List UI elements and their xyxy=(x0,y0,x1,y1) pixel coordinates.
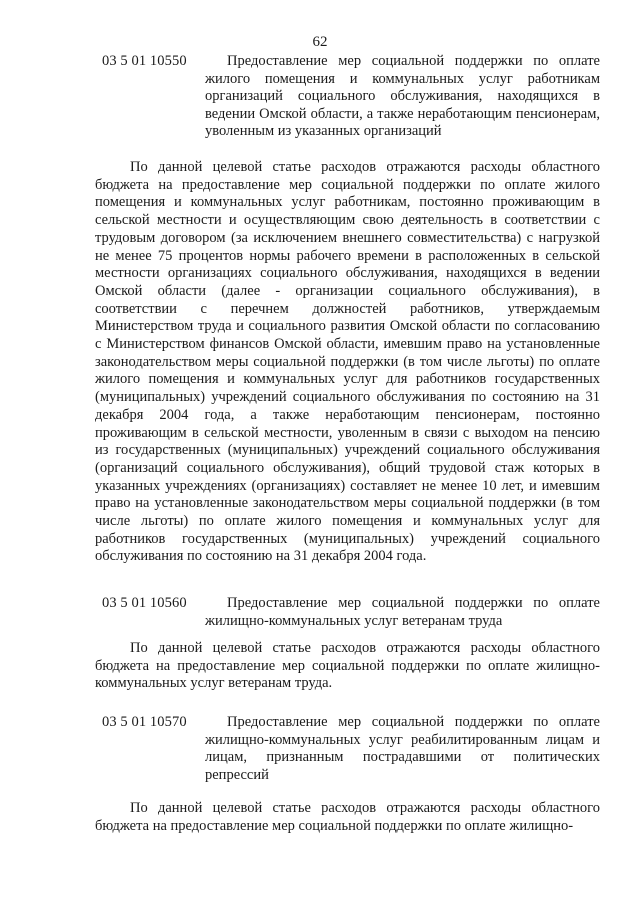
budget-entry-heading xyxy=(102,714,600,784)
budget-code: 03 5 01 10570 xyxy=(102,714,187,730)
budget-entry-title: Предоставление мер социальной поддержки по оплате жилого помещения и коммунальных услуг работникам организаций социального обслуживания, находящихся в ведении Омской области, а также неработающим пенсионерам, уволенным из указанных организаций xyxy=(205,53,600,139)
budget-entry-title: Предоставление мер социальной поддержки по оплате жилищно-коммунальных услуг ветеранам труда xyxy=(205,595,600,629)
budget-entry-description: По данной целевой статье расходов отражаются расходы областного бюджета на предоставление мер социальной поддержки по оплате жилищно- xyxy=(95,800,600,834)
budget-code: 03 5 01 10560 xyxy=(102,595,187,611)
budget-entry-description: По данной целевой статье расходов отражаются расходы областного бюджета на предоставление мер социальной поддержки по оплате жилищно-коммунальных услуг ветеранам труда. xyxy=(95,640,600,692)
budget-code: 03 5 01 10550 xyxy=(102,53,187,69)
budget-entry-title: Предоставление мер социальной поддержки по оплате жилищно-коммунальных услуг реабилитированным лицам и лицам, признанным пострадавшими от политических репрессий xyxy=(205,714,600,783)
budget-entry-description: По данной целевой статье расходов отражаются расходы областного бюджета на предоставление мер социальной поддержки по оплате жилого помещения и коммунальных услуг работникам, постоянно проживающим в сельской местности и осуществляющим свою деятельность в соответствии с трудовым договором (за исключением внешнего совместительства) с нагрузкой не менее 75 процентов нормы рабочего времени в расположенных в сельской местности организациях социального обслуживания, находящихся в ведении Омской области (далее - организации социального обслуживания), в соответствии с перечнем должностей работников, утверждаемым Министерством труда и социального развития Омской области по согласованию с Министерством финансов Омской области, имевшим право на установленные законодательством меры социальной поддержки (в том числе льготы) по оплате жилого помещения и коммунальных услуг для работников государственных (муниципальных) учреждений социального обслуживания по состоянию на 31 декабря 2004 года, а также неработающим пенсионерам, постоянно проживающим в сельской местности, уволенным в связи с выходом на пенсию из государственных (муниципальных) учреждений социального обслуживания (организаций социального обслуживания), общий трудовой стаж которых в указанных учреждениях (организациях) составляет не менее 10 лет, и имевшим право на установленные законодательством меры социальной поддержки (в том числе льготы) по оплате жилого помещения и коммунальных услуг для работников государственных (муниципальных) учреждений социального обслуживания по состоянию на 31 декабря 2004 года. xyxy=(95,159,600,565)
page-number: 62 xyxy=(312,34,328,50)
budget-entry-heading xyxy=(102,595,600,630)
budget-entry-heading xyxy=(102,53,600,141)
